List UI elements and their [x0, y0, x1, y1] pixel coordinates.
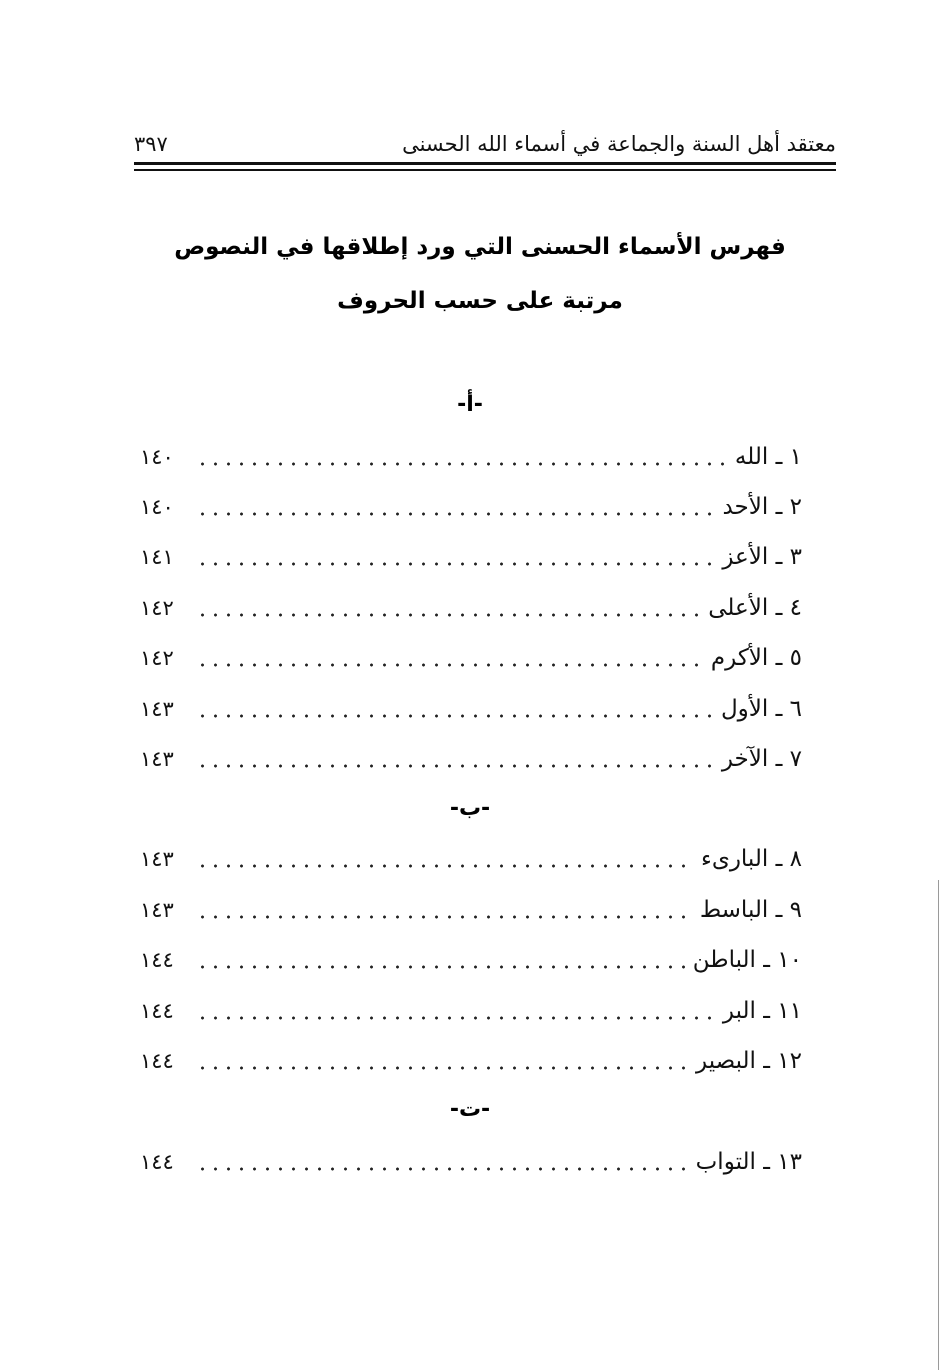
- header-rule-thick: [134, 162, 836, 165]
- section-heading-alif: -أ-: [457, 392, 483, 417]
- header-rule-thin: [134, 169, 836, 171]
- entry-page-number: ١٤٤: [140, 1049, 174, 1073]
- dot-leader: [196, 462, 727, 466]
- entry-page-number: ١٤٢: [140, 646, 174, 670]
- entry-name: ٣ ـ الأعز: [722, 544, 802, 570]
- index-entry: [140, 490, 802, 524]
- index-entry: [140, 842, 802, 876]
- dot-leader: [196, 965, 685, 969]
- entry-page-number: ١٤٠: [140, 495, 174, 519]
- dot-leader: [196, 714, 713, 718]
- entry-name: ٤ ـ الأعلى: [708, 595, 802, 621]
- dot-leader: [196, 1066, 688, 1070]
- dot-leader: [196, 864, 693, 868]
- entry-page-number: ١٤٢: [140, 596, 174, 620]
- dot-leader: [196, 663, 703, 667]
- index-entry: [140, 943, 802, 977]
- entry-page-number: ١٤٣: [140, 898, 174, 922]
- index-entry: [140, 641, 802, 675]
- dot-leader: [196, 562, 714, 566]
- index-entry: [140, 742, 802, 776]
- page-number: ٣٩٧: [134, 132, 168, 156]
- running-header: [134, 120, 836, 156]
- section-heading-ta: -ت-: [449, 1097, 491, 1122]
- section-heading-ba: -ب-: [449, 796, 491, 821]
- index-entry: [140, 591, 802, 625]
- index-entry: [140, 1044, 802, 1078]
- index-title: فهرس الأسماء الحسنى التي ورد إطلاقها في النصوص: [174, 234, 786, 260]
- entry-page-number: ١٤٣: [140, 747, 174, 771]
- entry-name: ٧ ـ الآخر: [721, 746, 802, 772]
- index-entry: [140, 994, 802, 1028]
- index-entry: [140, 440, 802, 474]
- entry-page-number: ١٤٤: [140, 999, 174, 1023]
- entry-page-number: ١٤٠: [140, 445, 174, 469]
- dot-leader: [196, 915, 692, 919]
- entry-page-number: ١٤٣: [140, 847, 174, 871]
- entry-name: ١١ ـ البر: [722, 998, 802, 1024]
- dot-leader: [196, 512, 714, 516]
- entry-name: ١٣ ـ التواب: [695, 1149, 802, 1175]
- dot-leader: [196, 1167, 688, 1171]
- entry-name: ٢ ـ الأحد: [722, 494, 802, 520]
- entry-page-number: ١٤٤: [140, 1150, 174, 1174]
- index-entry: [140, 540, 802, 574]
- entry-name: ٩ ـ الباسط: [699, 897, 802, 923]
- index-entry: [140, 893, 802, 927]
- entry-name: ٥ ـ الأكرم: [710, 645, 802, 671]
- entry-name: ٦ ـ الأول: [720, 696, 802, 722]
- dot-leader: [196, 613, 700, 617]
- entry-name: ١ ـ الله: [734, 444, 802, 470]
- index-entry: [140, 1145, 802, 1179]
- scan-edge-line: [938, 880, 939, 1370]
- entry-name: ١٠ ـ الباطن: [692, 947, 802, 973]
- entry-page-number: ١٤٣: [140, 697, 174, 721]
- dot-leader: [196, 1016, 715, 1020]
- entry-name: ١٢ ـ البصير: [696, 1048, 802, 1074]
- entry-page-number: ١٤١: [140, 545, 174, 569]
- dot-leader: [196, 764, 714, 768]
- entry-name: ٨ ـ البارىء: [701, 846, 802, 872]
- entry-page-number: ١٤٤: [140, 948, 174, 972]
- running-header-title: معتقد أهل السنة والجماعة في أسماء الله الحسنى: [402, 132, 836, 156]
- index-entry: [140, 692, 802, 726]
- index-subtitle: مرتبة على حسب الحروف: [337, 288, 623, 314]
